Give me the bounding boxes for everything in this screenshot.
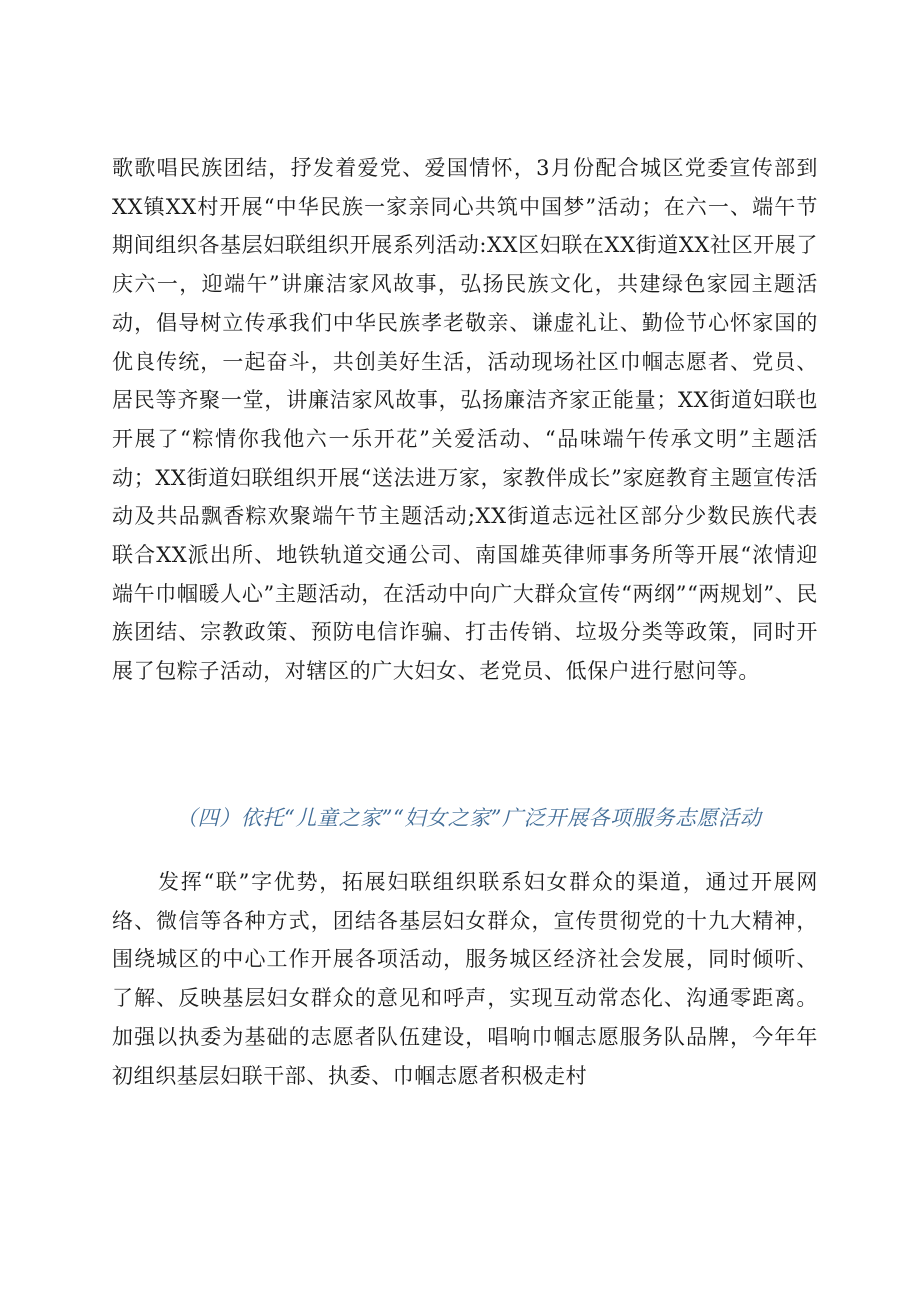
section-heading: （四）依托“儿童之家”“妇女之家”广泛开展各项服务志愿活动 xyxy=(176,806,762,830)
body-paragraph-continued: 歌歌唱民族团结，抒发着爱党、爱国情怀，3月份配合城区党委宣传部到XX镇XX村开展“中华民族一家亲同心共筑中国梦”活动；在六一、端午节期间组织各基层妇联组织开展系列活动:XX区妇联在XX街道XX社区开展了庆六一，迎端午”讲廉洁家风故事，弘扬民族文化，共建绿色家园主题活动，倡导树立传承我们中华民族孝老敬亲、谦虚礼让、勤俭节心怀家国的优良传统，一起奋斗，共创美好生活，活动现场社区巾帼志愿者、党员、居民等齐聚一堂，讲廉洁家风故事，弘扬廉洁齐家正能量；XX街道妇联也开展了“粽情你我他六一乐开花”关爱活动、“品味端午传承文明”主题活动；XX街道妇联组织开展“送法进万家，家教伴成长”家庭教育主题宣传活动及共品飘香粽欢聚端午节主题活动;XX街道志远社区部分少数民族代表联合XX派出所、地铁轨道交通公司、南国雄英律师事务所等开展“浓情迎端午巾帼暖人心”主题活动，在活动中向广大群众宣传“两纲”“两规划”、民族团结、宗教政策、预防电信诈骗、打击传销、垃圾分类等政策，同时开展了包粽子活动，对辖区的广大妇女、老党员、低保户进行慰问等。 xyxy=(112,156,818,684)
body-paragraph: 发挥“联”字优势，拓展妇联组织联系妇女群众的渠道，通过开展网络、微信等各种方式，团结各基层妇女群众，宣传贯彻党的十九大精神，围绕城区的中心工作开展各项活动，服务城区经济社会发展，同时倾听、了解、反映基层妇女群众的意见和呼声，实现互动常态化、沟通零距离。加强以执委为基础的志愿者队伍建设，唱响巾帼志愿服务队品牌，今年年初组织基层妇联干部、执委、巾帼志愿者积极走村 xyxy=(112,870,818,1088)
